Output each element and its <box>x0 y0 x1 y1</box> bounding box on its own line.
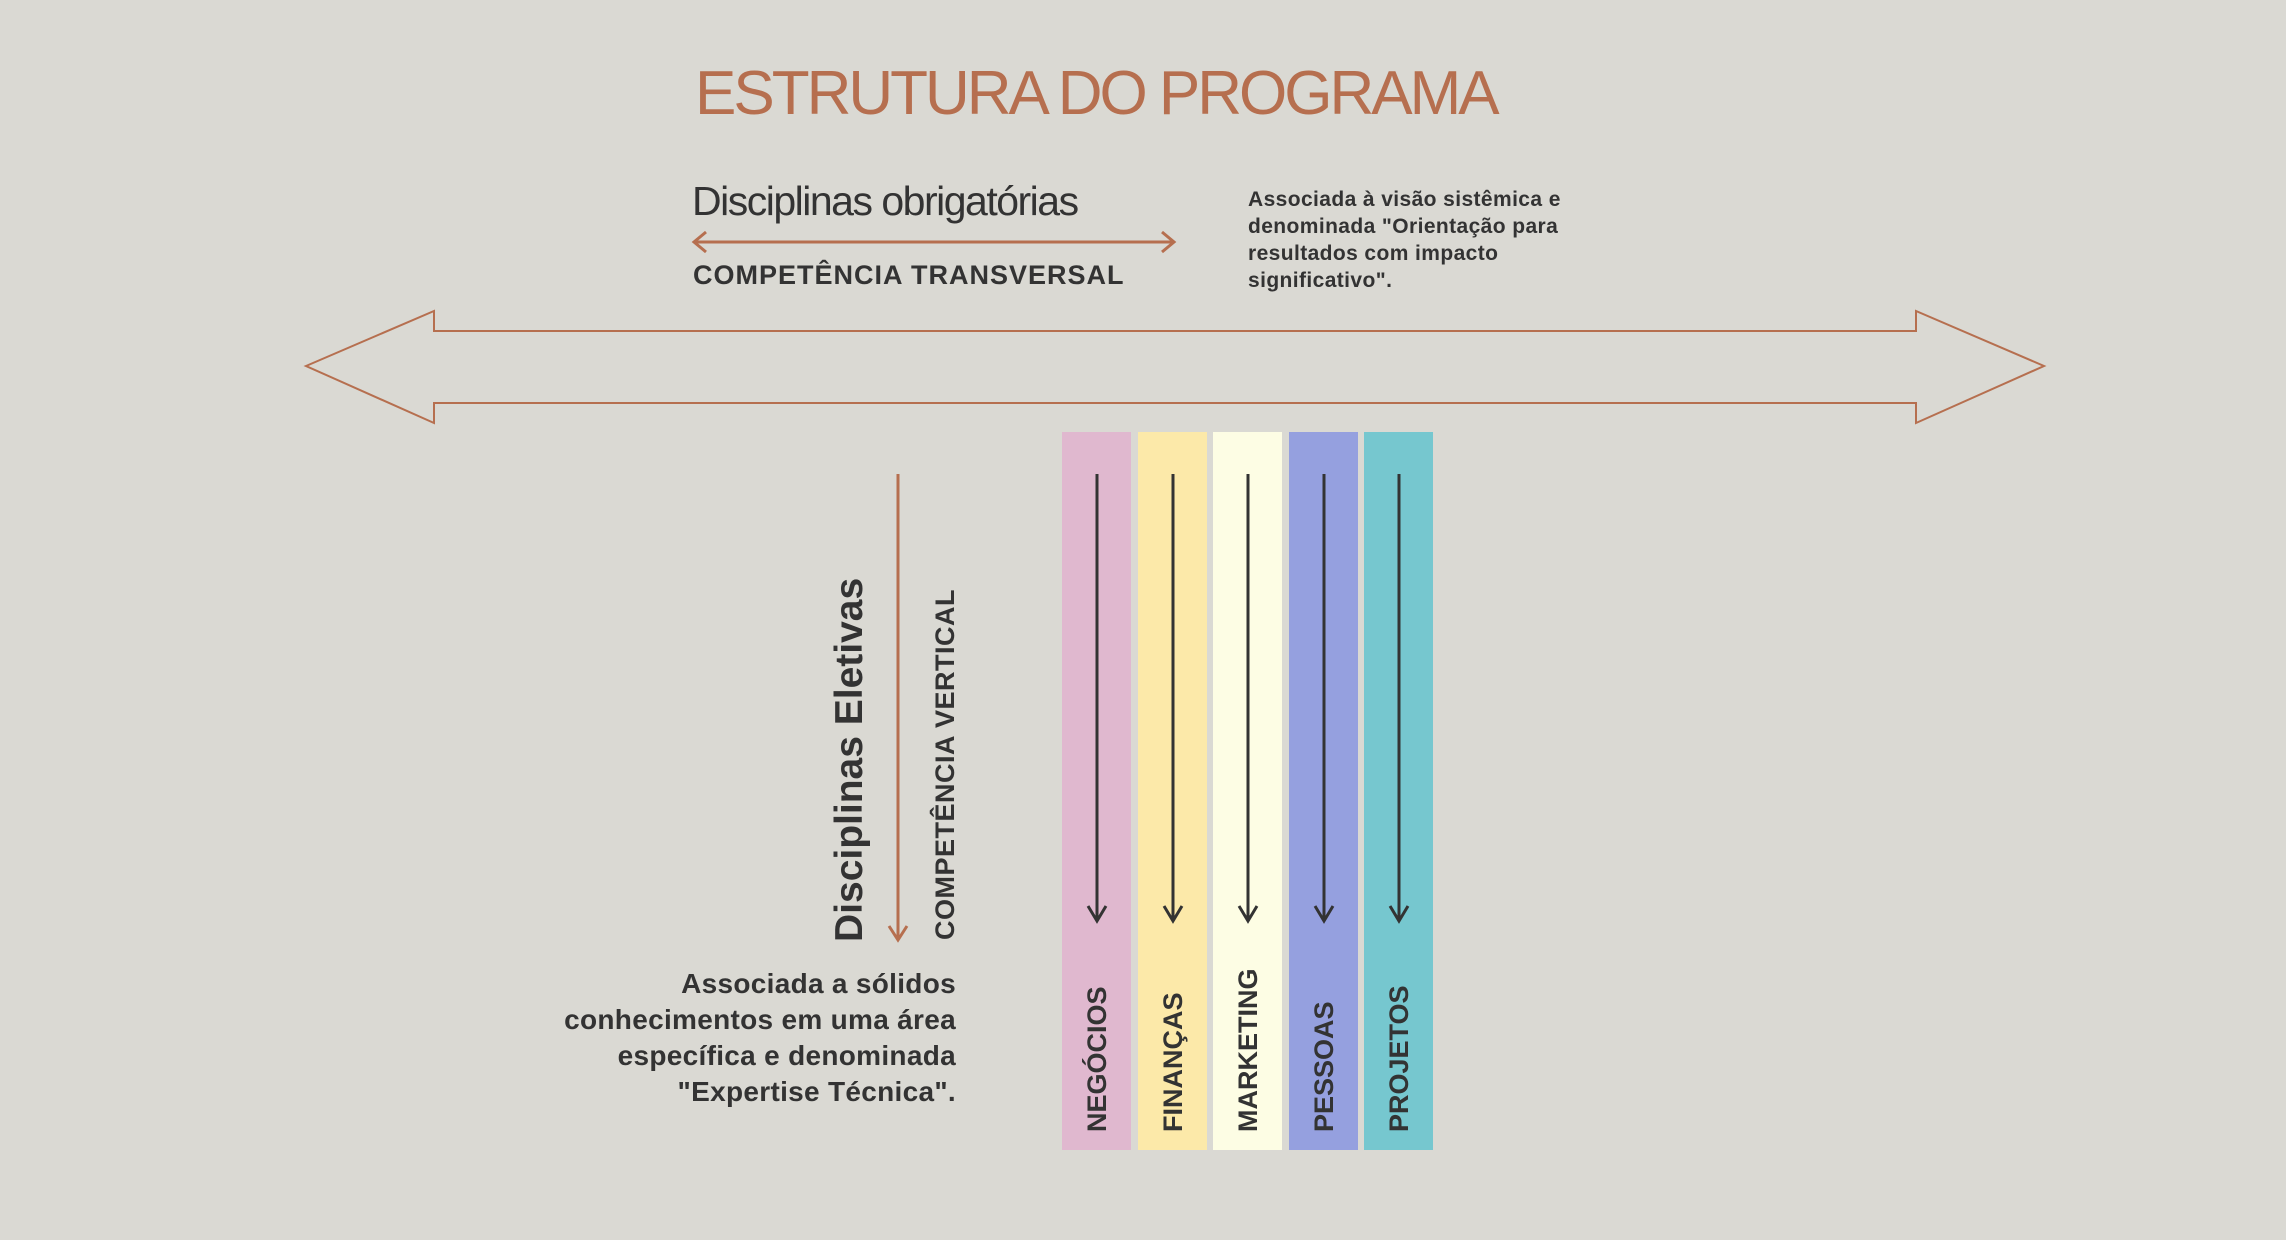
area-label: MARKETING <box>1233 968 1263 1132</box>
down-arrow-icon <box>1364 432 1433 932</box>
area-column <box>1289 432 1358 1150</box>
transversal-competence-label: COMPETÊNCIA TRANSVERSAL <box>693 260 1125 290</box>
area-label: FINANÇAS <box>1157 992 1188 1132</box>
mandatory-description: Associada à visão sistêmica e denominada "Orientação para resultados com impacto significativo". <box>1248 188 1561 292</box>
elective-heading: Disciplinas Eletivas <box>828 577 871 942</box>
vertical-competence-label: COMPETÊNCIA VERTICAL <box>930 588 960 940</box>
area-label: PESSOAS <box>1308 1001 1339 1132</box>
mandatory-heading: Disciplinas obrigatórias <box>692 178 1078 224</box>
area-label: PROJETOS <box>1384 985 1414 1132</box>
down-arrow-icon <box>884 472 912 946</box>
down-arrow-icon <box>1138 432 1207 932</box>
transversal-big-arrow-icon <box>0 0 2286 440</box>
page-title: ESTRUTURA DO PROGRAMA <box>695 59 1497 128</box>
area-column <box>1213 432 1282 1150</box>
down-arrow-icon <box>1289 432 1358 932</box>
area-column <box>1364 432 1433 1150</box>
down-arrow-icon <box>1213 432 1282 932</box>
area-label: NEGÓCIOS <box>1082 986 1112 1132</box>
area-column <box>1138 432 1207 1150</box>
area-column <box>1062 432 1131 1150</box>
elective-description: Associada a sólidos conhecimentos em uma área específica e denominada "Expertise Técnica". <box>564 968 956 1107</box>
down-arrow-icon <box>1062 432 1131 932</box>
